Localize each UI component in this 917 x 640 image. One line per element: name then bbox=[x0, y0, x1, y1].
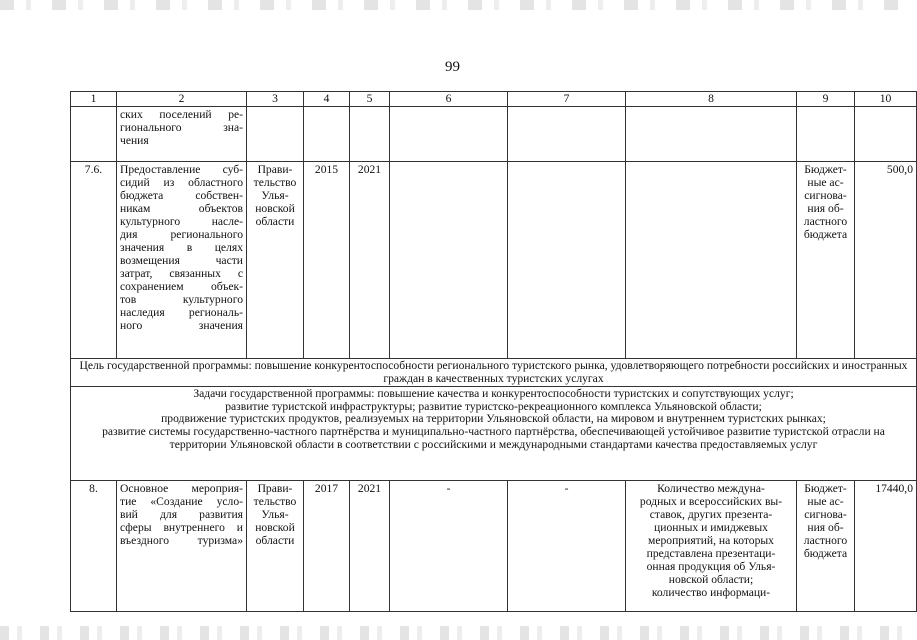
table-cell bbox=[626, 107, 797, 162]
column-header: 2 bbox=[117, 92, 247, 107]
row-number: 7.6. bbox=[71, 162, 117, 359]
page-number: 99 bbox=[445, 59, 460, 75]
indicators: Количество междуна- родных и всероссийских вы- ставок, других презента- ционных и имиджевых мероприятий, на которых представлена презентаци- онная продукция об Улья- новской области; количество информаци- bbox=[639, 482, 783, 600]
column-6-value bbox=[390, 162, 508, 359]
program-goal-row bbox=[71, 359, 917, 387]
table-cell bbox=[247, 481, 304, 612]
table-row-7-6 bbox=[71, 162, 917, 359]
table-cell bbox=[117, 107, 247, 162]
table-cell bbox=[304, 107, 350, 162]
scan-artifact-bottom bbox=[0, 626, 905, 640]
column-header: 8 bbox=[626, 92, 797, 107]
column-header: 3 bbox=[247, 92, 304, 107]
year-start: 2015 bbox=[304, 162, 350, 359]
table-cell bbox=[797, 107, 855, 162]
executor: Прави- тельство Улья- новской области bbox=[253, 163, 297, 228]
year-start: 2017 bbox=[304, 481, 350, 612]
column-header: 5 bbox=[350, 92, 390, 107]
column-7-value: - bbox=[508, 481, 626, 612]
table-cell bbox=[797, 162, 855, 359]
table-cell bbox=[247, 107, 304, 162]
measure-title: Основное мероприя- тие «Создание усло- вий для развития сферы внутреннего и въездного туризма» bbox=[120, 482, 243, 548]
table-cell bbox=[508, 107, 626, 162]
table-cell bbox=[350, 107, 390, 162]
column-7-value bbox=[508, 162, 626, 359]
measure-title: Предоставление суб- сидий из областного бюджета собствен- никам объектов культурного насле- дия регионального значения в целях возмещения части затрат, связанных с сохранением объек- тов культурного наследия региональ- ного значения bbox=[120, 163, 243, 332]
table-cell bbox=[71, 107, 117, 162]
program-goal: Цель государственной программы: повышение конкурентоспособности регионального туристского рынка, удовлетворяющего потребности российских и иностранных граждан в качественных туристских услугах bbox=[71, 359, 917, 387]
indicators bbox=[626, 162, 797, 359]
column-6-value: - bbox=[390, 481, 508, 612]
scan-artifact-top bbox=[0, 0, 905, 10]
column-header: 9 bbox=[797, 92, 855, 107]
table-row-continuation bbox=[71, 107, 917, 162]
program-tasks: Задачи государственной программы: повышение качества и конкурентоспособности туристских и сопутствующих услуг; развитие туристской инфраструктуры; развитие туристско-рекреационного комплекса Ульяновской области; продвижение туристских продуктов, реализуемых на территории Ульяновской области, на мировом и внутреннем туристских рынках; развитие системы государственно-частного партнёрства и муниципально-частного партнёрства, обеспечивающей устойчивое развитие туристской отрасли на территории Ульяновской области в соответствии с российскими и международными стандартами качества предоставляемых услуг bbox=[102, 387, 885, 451]
table-row-8 bbox=[71, 481, 917, 612]
column-header: 4 bbox=[304, 92, 350, 107]
funding-amount: 500,0 bbox=[855, 162, 917, 359]
table-cell bbox=[797, 481, 855, 612]
funding-source: Бюджет- ные ас- сигнова- ния об- ластного бюджета bbox=[803, 163, 848, 241]
table-cell bbox=[855, 107, 917, 162]
row-number: 8. bbox=[71, 481, 117, 612]
program-tasks-row bbox=[71, 387, 917, 481]
column-header: 6 bbox=[390, 92, 508, 107]
table-cell bbox=[626, 481, 797, 612]
column-header: 10 bbox=[855, 92, 917, 107]
year-end: 2021 bbox=[350, 481, 390, 612]
table-cell bbox=[117, 481, 247, 612]
executor: Прави- тельство Улья- новской области bbox=[253, 482, 297, 548]
column-header: 7 bbox=[508, 92, 626, 107]
measure-title-continuation: ских поселений ре- гионального зна- чения bbox=[120, 108, 243, 147]
table-cell bbox=[117, 162, 247, 359]
year-end: 2021 bbox=[350, 162, 390, 359]
funding-amount: 17440,0 bbox=[855, 481, 917, 612]
funding-source: Бюджет- ные ас- сигнова- ния об- ластного бюджета bbox=[803, 482, 848, 561]
table-cell bbox=[390, 107, 508, 162]
table-cell bbox=[71, 387, 917, 481]
table-cell bbox=[247, 162, 304, 359]
program-measures-table bbox=[70, 91, 917, 612]
column-number-header-row bbox=[71, 92, 917, 107]
column-header: 1 bbox=[71, 92, 117, 107]
